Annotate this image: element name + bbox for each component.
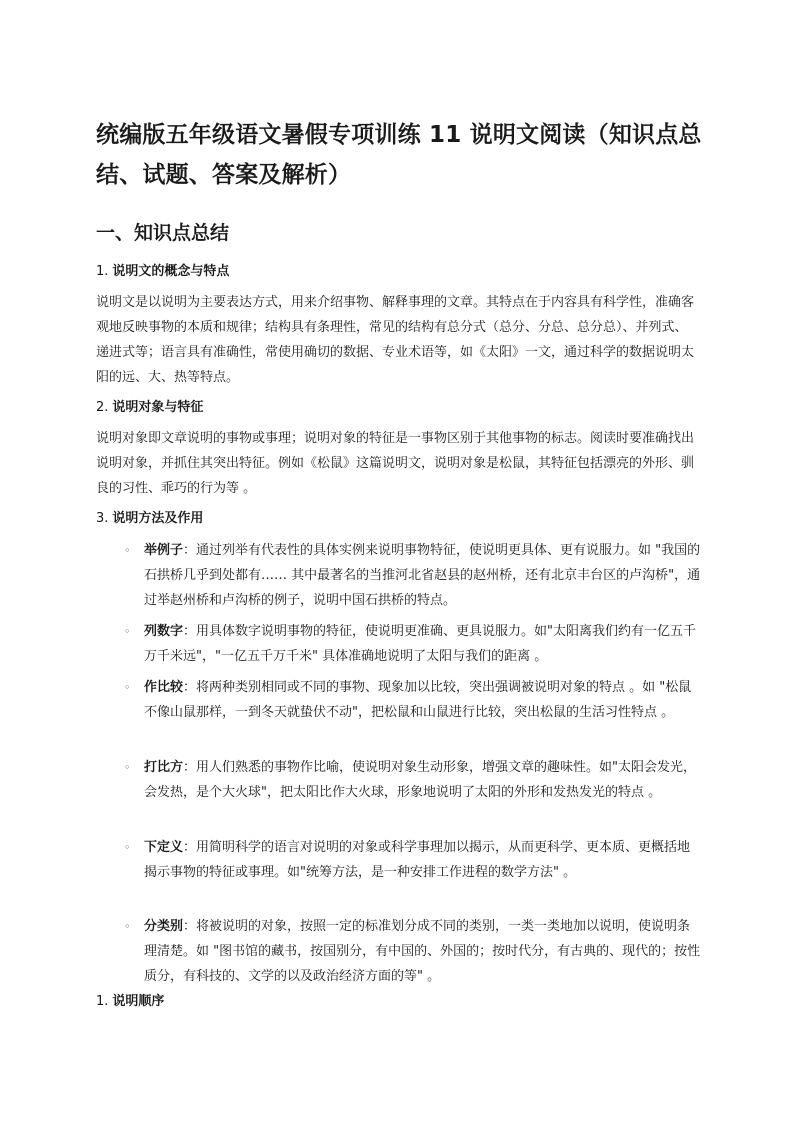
item-heading-text: 说明顺序 xyxy=(112,994,165,1009)
section-heading-knowledge-summary: 一、知识点总结 xyxy=(96,222,230,244)
bullet-icon: ◦ xyxy=(124,920,131,933)
item-number: 1. xyxy=(96,264,109,279)
item-heading-object xyxy=(96,398,203,418)
document-title: 统编版五年级语文暑假专项训练 11 说明文阅读（知识点总结、试题、答案及解析） xyxy=(96,122,702,188)
method-description: ：通过列举有代表性的具体实例来说明事物特征，使说明更具体、更有说服力。如 "我国的石拱桥几乎到处都有…… 其中最著名的当推河北省赵县的赵州桥，还有北京丰台区的卢沟桥"，通过举赵州桥和卢沟桥的例子，说明中国石拱桥的特点。 xyxy=(144,543,701,608)
method-name: 分类别 xyxy=(144,919,184,934)
list-item-method-classification xyxy=(120,914,703,989)
item-heading-order xyxy=(96,992,164,1012)
method-description: ：用简明科学的语言对说明的对象或科学事理加以揭示，从而更科学、更本质、更概括地揭示事物的特征或事理。如"统筹方法，是一种安排工作进程的数学方法" 。 xyxy=(144,840,691,880)
item-number: 1. xyxy=(96,994,109,1009)
item-heading-methods xyxy=(96,509,203,529)
method-description: ：将两种类别相同或不同的事物、现象加以比较，突出强调被说明对象的特点 。如 "松鼠不像山鼠那样，一到冬天就蛰伏不动"，把松鼠和山鼠进行比较，突出松鼠的生活习性特点 。 xyxy=(144,680,692,720)
method-description: ：用人们熟悉的事物作比喻，使说明对象生动形象，增强文章的趣味性。如"太阳会发光，会发热，是个大火球"，把太阳比作大火球，形象地说明了太阳的外形和发热发光的特点 。 xyxy=(144,760,696,800)
item-heading-text: 说明对象与特征 xyxy=(112,400,204,415)
method-description: ：用具体数字说明事物的特征，使说明更准确、更具说服力。如"太阳离我们约有一亿五千万千米远"，"一亿五千万千米" 具体准确地说明了太阳与我们的距离 。 xyxy=(144,624,696,664)
list-item-method-numbers xyxy=(120,619,703,669)
method-name: 举例子 xyxy=(144,543,184,558)
item-heading-text: 说明方法及作用 xyxy=(112,511,204,526)
bullet-icon: ◦ xyxy=(124,625,131,638)
bullet-icon: ◦ xyxy=(124,544,131,557)
item-heading-text: 说明文的概念与特点 xyxy=(112,264,230,279)
method-name: 打比方 xyxy=(144,760,184,775)
bullet-icon: ◦ xyxy=(124,761,131,774)
list-item-method-comparison xyxy=(120,675,703,725)
method-name: 作比较 xyxy=(144,680,184,695)
bullet-icon: ◦ xyxy=(124,841,131,854)
paragraph-concept: 说明文是以说明为主要表达方式，用来介绍事物、解释事理的文章。其特点在于内容具有科学性，准确客观地反映事物的本质和规律；结构具有条理性，常见的结构有总分式（总分、分总、总分总）、并列式、递进式等；语言具有准确性，常使用确切的数据、专业术语等，如《太阳》一文，通过科学的数据说明太阳的远、大、热等特点。 xyxy=(96,295,695,385)
item-heading-concept xyxy=(96,262,229,282)
item-number: 2. xyxy=(96,400,109,415)
list-item-method-analogy xyxy=(120,755,703,805)
paragraph-object: 说明对象即文章说明的事物或事理；说明对象的特征是一事物区别于其他事物的标志。阅读时要准确找出说明对象，并抓住其突出特征。例如《松鼠》这篇说明文，说明对象是松鼠，其特征包括漂亮的外形、驯良的习性、乖巧的行为等 。 xyxy=(96,431,695,496)
list-item-method-definition xyxy=(120,835,703,885)
method-name: 列数字 xyxy=(144,624,184,639)
bullet-icon: ◦ xyxy=(124,681,131,694)
item-number: 3. xyxy=(96,511,109,526)
method-description: ：将被说明的对象，按照一定的标准划分成不同的类别，一类一类地加以说明，使说明条理清楚。如 "图书馆的藏书，按国别分，有中国的、外国的；按时代分，有古典的、现代的；按性质分，有科技的、文学的以及政治经济方面的等" 。 xyxy=(144,919,701,984)
list-item-method-example xyxy=(120,538,703,613)
method-name: 下定义 xyxy=(144,840,184,855)
